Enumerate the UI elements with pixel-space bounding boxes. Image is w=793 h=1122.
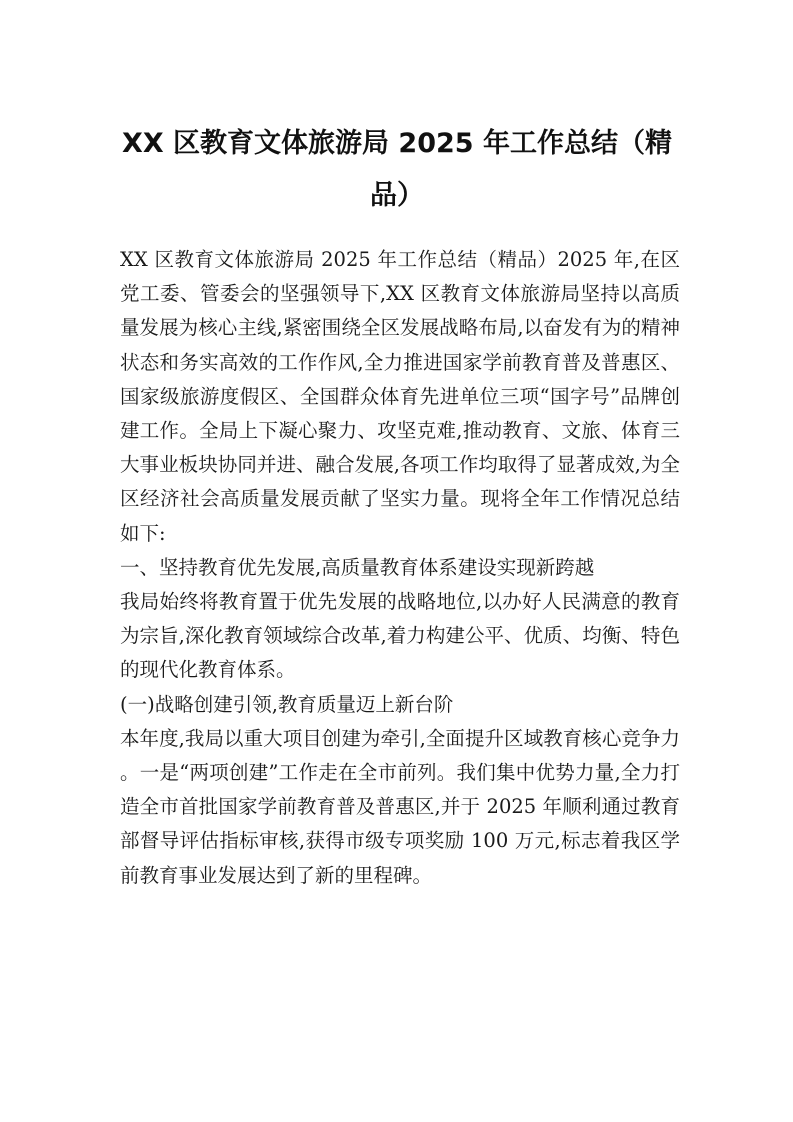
subsection-heading: (一)战略创建引领,教育质量迈上新台阶 xyxy=(120,692,454,716)
section-paragraph: 我局始终将教育置于优先发展的战略地位,以办好人民满意的教育为宗旨,深化教育领域综合改革,着力构建公平、优质、均衡、特色的现代化教育体系。 xyxy=(120,590,680,682)
subsection-paragraph: 本年度,我局以重大项目创建为牵引,全面提升区域教育核心竞争力。一是“两项创建”工作走在全市前列。我们集中优势力量,全力打造全市首批国家学前教育普及普惠区,并于 2025 年顺利通过教育部督导评估指标审核,获得市级专项奖励 100 万元,标志着我区学前教育事业发展达到了新的里程碑。 xyxy=(120,726,680,887)
document-title: XX 区教育文体旅游局 2025 年工作总结（精品） xyxy=(122,128,672,211)
section-heading: 一、坚持教育优先发展,高质量教育体系建设实现新跨越 xyxy=(120,555,595,579)
intro-paragraph: XX 区教育文体旅游局 2025 年工作总结（精品）2025 年,在区党工委、管委会的坚强领导下,XX 区教育文体旅游局坚持以高质量发展为核心主线,紧密围绕全区发展战略布局,以奋发有为的精神状态和务实高效的工作作风,全力推进国家学前教育普及普惠区、国家级旅游度假区、全国群众体育先进单位三项“国字号”品牌创建工作。全局上下凝心聚力、攻坚克难,推动教育、文旅、体育三大事业板块协同并进、融合发展,各项工作均取得了显著成效,为全区经济社会高质量发展贡献了坚实力量。现将全年工作情况总结如下: xyxy=(120,248,680,545)
document-body xyxy=(120,243,680,893)
